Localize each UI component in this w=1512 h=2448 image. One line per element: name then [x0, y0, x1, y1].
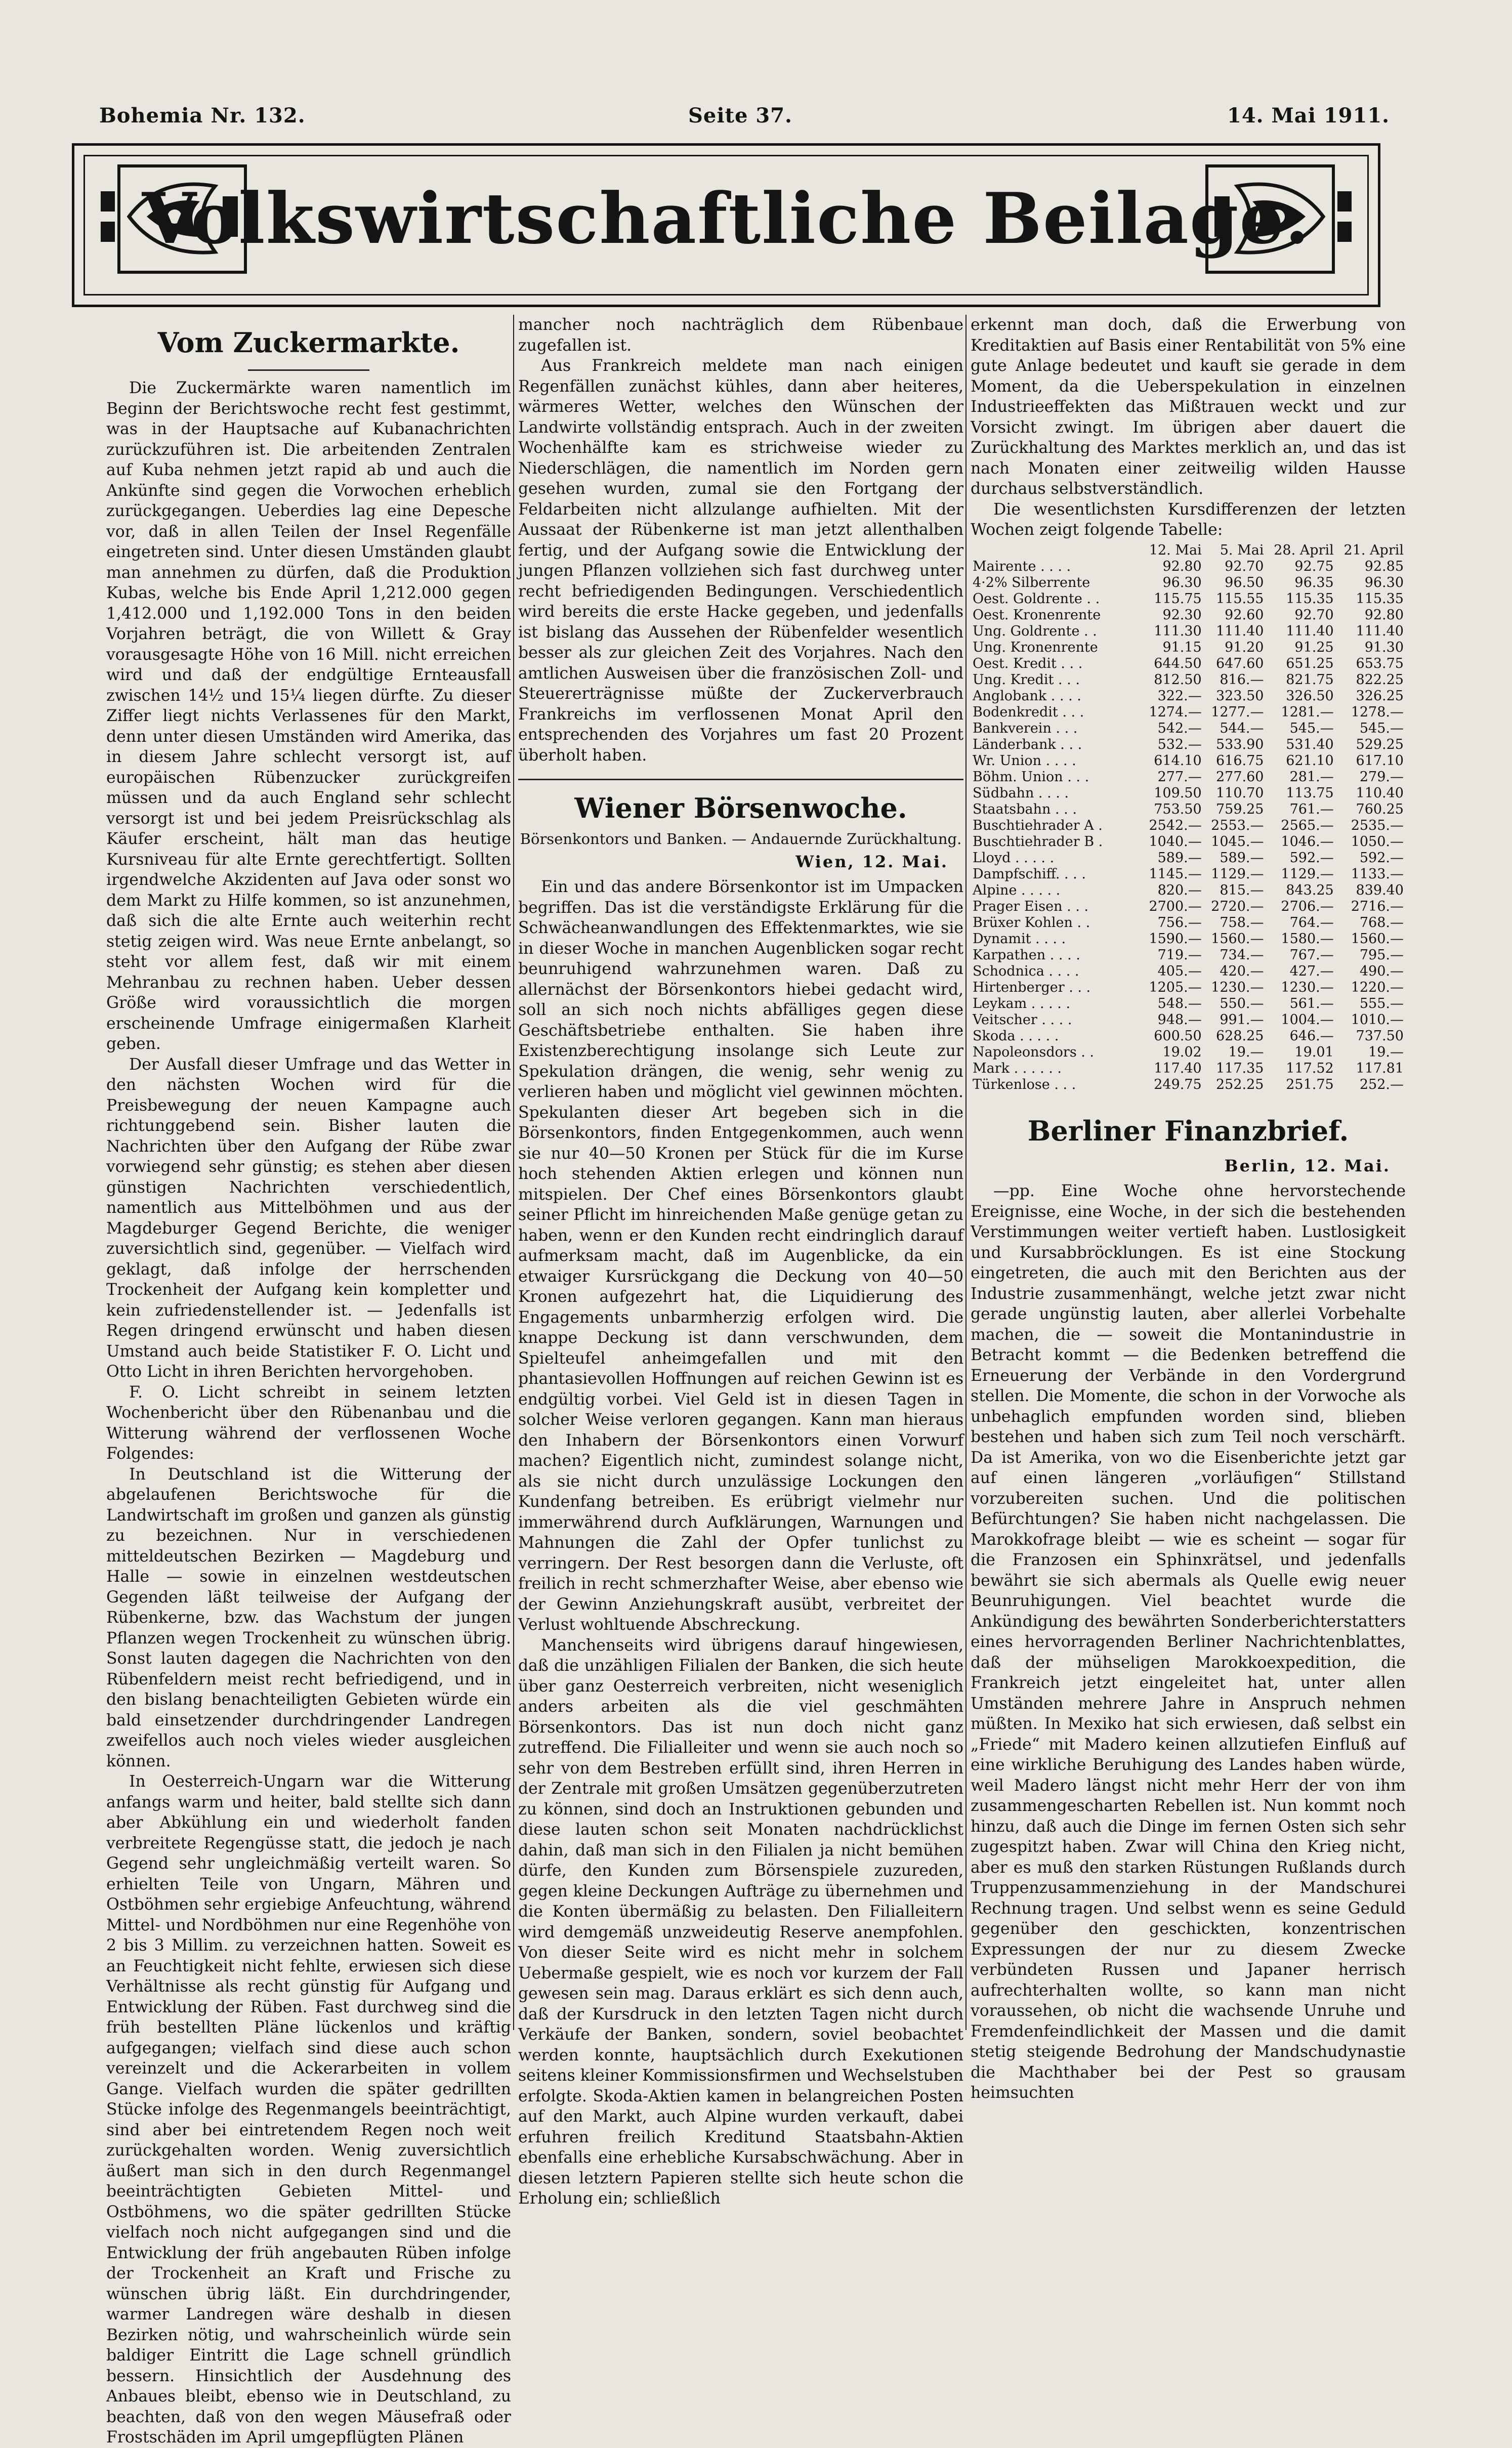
price-cell: 545.—	[1289, 720, 1334, 736]
table-row	[971, 818, 1406, 834]
column-zuckermarkt	[106, 315, 511, 2446]
price-cell: 115.75	[1154, 590, 1202, 607]
price-cell: 1277.—	[1211, 704, 1264, 720]
price-cell: 92.80	[1162, 558, 1202, 574]
price-cell: 616.75	[1215, 752, 1264, 769]
security-name: Leykam . . . . .	[973, 995, 1071, 1011]
security-name: Skoda . . . . .	[973, 1028, 1059, 1044]
price-cell: 1278.—	[1351, 704, 1404, 720]
price-cell: 542.—	[1157, 720, 1202, 736]
security-name: Oest. Kredit . . .	[973, 655, 1083, 671]
table-row	[971, 737, 1406, 753]
price-cell: 96.35	[1294, 574, 1334, 590]
price-cell: 644.50	[1154, 655, 1202, 671]
security-name: Schodnica . . . .	[973, 963, 1079, 979]
security-name: Alpine . . . . .	[973, 882, 1061, 898]
article-title-berliner: Berliner Finanzbrief.	[1027, 1114, 1349, 1147]
price-cell: 322.—	[1157, 688, 1202, 704]
table-row	[971, 850, 1406, 866]
price-cell: 92.85	[1364, 558, 1404, 574]
security-name: Mark . . . . . .	[973, 1060, 1062, 1076]
table-row	[971, 591, 1406, 607]
price-cell: 2565.—	[1281, 817, 1334, 833]
table-row	[971, 980, 1406, 996]
price-cell: 277.—	[1157, 769, 1202, 785]
security-name: Länderbank . . .	[973, 736, 1082, 752]
table-row	[971, 834, 1406, 850]
price-cell: 19.—	[1228, 1044, 1264, 1060]
price-cell: 1230.—	[1211, 979, 1264, 995]
price-cell: 532.—	[1157, 736, 1202, 752]
security-name: Brüxer Kohlen . .	[973, 914, 1090, 931]
article-paragraph: Ein und das andere Börsenkontor ist im Umpacken begriffen. Das ist die verständigste Erklärung für die Schwächeanwandlungen des Effektenmarktes, wie sie in dieser Woche in manchen Augenblicken sogar recht beunruhigend wahrzunehmen waren. Daß zu allernächst der Börsenkontors hiebei gedacht wird, soll an sich noch nichts abfälliges gegen diese Geschäftsbetriebe enthalten. Sie haben ihre Existenzberechtigung insolange sich Leute zur Spekulation drängen, die wenig, sehr wenig zu verlieren haben und möglicht viel gewinnen möchten. Spekulanten dieser Art begeben sich in die Börsenkontors, finden Entgegenkommen, auch wenn sie nur 40—50 Kronen per Stück für die im Kurse hoch stehenden Aktien erlegen und können nun mitspielen. Der Chef eines Börsenkontors glaubt seiner Pflicht im hinreichenden Maße genüge getan zu haben, wenn er den Kunden recht eindringlich darauf aufmerksam macht, daß im Augenblicke, da ein etwaiger Kursrückgang die Deckung von 40—50 Kronen aufgezehrt hat, die Liquidierung des Engagements unbarmherzig erfolgen wird. Die knappe Deckung ist dann verschwunden, dem Spielteufel anheimgefallen und mit den phantasievollen Hoffnungen auf reichen Gewinn ist es endgültig vorbei. Viel Geld ist in diesen Tagen in solcher Weise verloren gegangen. Kann man hieraus den Inhabern der Börsenkontors einen Vorwurf machen? Eigentlich nicht, zumindest solange nicht, als sie nicht durch unzulässige Lockungen den Kundenfang betreiben. Es erübrigt vielmehr nur immerwährend durch Aufklärungen, Warnungen und Mahnungen die Zahl der Opfer tunlichst zu verringern. Der Rest besorgen dann die Verluste, oft freilich in recht schmerzhafter Weise, aber ebenso wie der Gewinn Anziehungskraft ausübt, verbreitet der Verlust wohltuende Abschreckung.	[518, 878, 963, 1634]
security-name: Dynamit . . . .	[973, 931, 1066, 947]
price-cell: 115.55	[1215, 590, 1264, 607]
price-cell: 252.25	[1215, 1076, 1264, 1092]
table-intro: Die wesentlichsten Kursdifferenzen der letzten Wochen zeigt folgende Tabelle:	[971, 500, 1406, 539]
security-name: Oest. Goldrente . .	[973, 590, 1100, 607]
column-rule	[965, 315, 967, 2030]
table-row	[971, 1028, 1406, 1044]
price-cell: 1050.—	[1351, 833, 1404, 850]
price-cell: 2700.—	[1149, 898, 1202, 914]
article-paragraph: Aus Frankreich meldete man nach einigen Regenfällen zunächst kühles, dann aber heiteres, wärmeres Wetter, welches den Wünschen der Landwirte vollständig entsprach. Auch in der zweiten Wochenhälfte kam es strichweise wieder zu Niederschlägen, die namentlich im Norden gern gesehen wurden, zumal sie den Fortgang der Feldarbeiten nicht allzulange aufhielten. Mit der Aussaat der Rübenkerne ist man jetzt allenthalben fertig, und der Aufgang sowie die Entwicklung der jungen Pflanzen vollziehen sich fast durchweg unter recht befriedigenden Bedingungen. Verschiedentlich wird bereits die erste Hacke gegeben, und jedenfalls ist bislang das Aussehen der Rübenfelder wesentlich besser als zur gleichen Zeit des Vorjahres. Nach den amtlichen Ausweisen über die französischen Zoll- und Steuererträgnisse müßte der Zuckerverbrauch Frankreichs im verflossenen Monat April den entsprechenden des Vorjahres um fast 20 Prozent überholt haben.	[518, 357, 963, 765]
price-cell: 1045.—	[1211, 833, 1264, 850]
price-cell: 1281.—	[1281, 704, 1334, 720]
price-cell: 843.25	[1286, 882, 1334, 898]
price-cell: 1560.—	[1351, 931, 1404, 947]
price-cell: 91.30	[1364, 639, 1404, 655]
article-paragraph: Der Ausfall dieser Umfrage und das Wetter in den nächsten Wochen wird für die Preisbewegung der neuen Kampagne auch richtunggebend sein. Bisher lauten die Nachrichten über den Aufgang der Rübe zwar vorwiegend sehr günstig; es stehen aber diesen günstigen Nachrichten verschiedentlich, namentlich aus Mittelböhmen und aus der Magdeburger Gegend Berichte, die weniger zuversichtlich sind, gegenüber. — Vielfach wird geklagt, daß infolge der herrschenden Trockenheit der Aufgang kein kompletter und kein zufriedenstellender ist. — Jedenfalls ist Regen dringend erwünscht und haben diesen Umstand auch beide Statistiker F. O. Licht und Otto Licht in ihren Berichten hervorgehoben.	[106, 1055, 511, 1381]
table-header-row	[971, 542, 1406, 559]
price-cell: 1230.—	[1281, 979, 1334, 995]
price-cell: 761.—	[1289, 801, 1334, 817]
price-cell: 600.50	[1154, 1028, 1202, 1044]
security-name: Staatsbahn . . .	[973, 801, 1077, 817]
price-cell: 405.—	[1157, 963, 1202, 979]
issue-number: Bohemia Nr. 132.	[99, 104, 306, 128]
price-cell: 589.—	[1220, 850, 1264, 866]
security-name: Südbahn . . . .	[973, 785, 1069, 801]
table-row	[971, 801, 1406, 818]
page-number: Seite 37.	[688, 104, 792, 128]
table-row	[971, 915, 1406, 931]
price-cell: 1205.—	[1149, 979, 1202, 995]
table-row	[971, 704, 1406, 721]
price-cell: 117.40	[1154, 1060, 1202, 1076]
price-cell: 111.30	[1154, 623, 1202, 639]
table-row	[971, 623, 1406, 640]
price-cell: 767.—	[1289, 947, 1334, 963]
price-cell: 117.52	[1286, 1060, 1334, 1076]
article-dateline: Wien, 12. Mai.	[795, 852, 948, 871]
column-rule	[513, 315, 514, 2030]
price-cell: 323.50	[1215, 688, 1264, 704]
price-cell: 111.40	[1286, 623, 1334, 639]
table-row	[971, 785, 1406, 801]
article-paragraph: —pp. Eine Woche ohne hervorstechende Ereignisse, eine Woche, in der sich die bestehenden Verstimmungen weiter vertieft haben. Lustlosigkeit und Kursabbröcklungen. Es ist eine Stockung eingetreten, die auch mit den Berichten aus der Industrie zusammenhängt, welche jetzt zwar nicht gerade ungünstig lauten, aber allerlei Vorbehalte machen, die — soweit die Montanindustrie in Betracht kommt — die Bedenken betreffend die Erneuerung der Verbände in den Vordergrund stellen. Die Momente, die schon in der Vorwoche als unbehaglich empfunden worden sind, blieben bestehen und haben sich zum Teil noch verschärft. Da ist Amerika, von wo die Eisenberichte jetzt gar auf einen längeren „vorläufigen“ Stillstand vorzubereiten suchen. Und die politischen Befürchtungen? Sie haben nicht nachgelassen. Die Marokkofrage bleibt — wie es scheint — sogar für die Franzosen ein Sphinxrätsel, und jedenfalls bewährt sie sich abermals als Quelle ewig neuer Beunruhigungen. Viel beachtet wurde die Ankündigung des bewährten Sonderberichterstatters eines hervorragenden Berliner Nachrichtenblattes, daß der mühseligen Marokkoexpedition, die Frankreich jetzt eingeleitet hat, unter allen Umständen mehrere Jahre in Anspruch nehmen müßten. In Mexiko hat sich erwiesen, daß selbst ein „Friede“ mit Madero keinen allzutiefen Einfluß auf eine wirkliche Beruhigung des Landes haben würde, weil Madero längst nicht mehr Herr der von ihm zusammengescharten Rebellen ist. Nun kommt noch hinzu, daß auch die Dinge im fernen Osten sich sehr zugespitzt haben. Zwar will China den Krieg nicht, aber es muß den starken Rüstungen Rußlands durch Truppenzusammenziehung in der Mandschurei Rechnung tragen. Und selbst wenn es seine Geduld gegenüber den geschickten, konzentrischen Expressungen der nur zu diesem Zwecke verbündeten Russen und Japaner herrisch aufrechterhalten wollte, so kann man nicht voraussehen, ob nicht die wachsende Unruhe und Fremdenfeindlichkeit der Massen und die damit stetig steigende Bedrohung der Mandschudynastie die Machthaber bei der Pest so grausam heimsuchten	[971, 1182, 1406, 2102]
table-header-cell: 21. April	[1343, 542, 1404, 558]
table-row	[971, 882, 1406, 899]
price-cell: 614.10	[1154, 752, 1202, 769]
price-cell: 948.—	[1157, 1011, 1202, 1028]
price-cell: 1560.—	[1211, 931, 1264, 947]
security-name: Wr. Union . . . .	[973, 752, 1076, 769]
price-cell: 764.—	[1289, 914, 1334, 931]
table-row	[971, 672, 1406, 688]
price-cell: 647.60	[1215, 655, 1264, 671]
section-title: Volkswirtschaftliche Beilage.	[142, 177, 1311, 260]
security-name: Lloyd . . . . .	[973, 850, 1055, 866]
table-header-cell: 5. Mai	[1220, 542, 1264, 558]
price-cell: 1010.—	[1351, 1011, 1404, 1028]
price-cell: 753.50	[1154, 801, 1202, 817]
table-row	[971, 656, 1406, 672]
price-cell: 589.—	[1157, 850, 1202, 866]
kurs-table	[971, 542, 1406, 1093]
price-cell: 1133.—	[1351, 866, 1404, 882]
article-paragraph: F. O. Licht schreibt in seinem letzten Wochenbericht über den Rübenanbau und die Witterung während der verflossenen Woche Folgendes:	[106, 1383, 511, 1463]
table-row	[971, 607, 1406, 623]
security-name: Buschtiehrader A .	[973, 817, 1103, 833]
price-cell: 249.75	[1154, 1076, 1202, 1092]
article-paragraph: Die Zuckermärkte waren namentlich im Beginn der Berichtswoche recht fest gestimmt, was in der Hauptsache auf Kubanachrichten zurückzuführen ist. Die arbeitenden Zentralen auf Kuba nehmen jetzt rapid ab und auch die Ankünfte sind gegen die Vorwochen erheblich zurückgegangen. Ueberdies lag eine Depesche vor, daß in allen Teilen der Insel Regenfälle eingetreten sind. Unter diesen Umständen glaubt man annehmen zu dürfen, daß die Produktion Kubas, welche bis Ende April 1,212.000 gegen 1,412.000 und 1,192.000 Tons in den beiden Vorjahren beträgt, die von Willett & Gray vorausgesagte Höhe von 16 Mill. nicht erreichen wird und daß der endgültige Ernteausfall zwischen 14½ und 15¼ liegen dürfte. Zu dieser Ziffer liegt nichts Verlassenes für den Markt, denn unter diesen Umständen wird Amerika, das in diesem Jahre schlecht versorgt ist, auf europäischen Rübenzucker zurückgreifen müssen und da auch England sehr schlecht versorgt ist und bei jedem Preisrückschlag als Käufer erscheint, hält man das heutige Kursniveau für alte Ernte gerechtfertigt. Sollten irgendwelche Akzidenten auf Java oder sonst wo dem Markt zu Hilfe kommen, so ist anzunehmen, daß sich die alte Ernte auch weiterhin recht stetig zeigen wird. Was neue Ernte anbelangt, so steht vor allem fest, daß wir mit einem Mehranbau zu rechnen haben. Ueber dessen Größe wird voraussichtlich die morgen erscheinende Umfrage einigermaßen Klarheit geben.	[106, 379, 511, 1053]
table-row	[971, 1012, 1406, 1028]
article-title-zuckermarkt: Vom Zuckermarkte.	[157, 326, 460, 359]
price-cell: 821.75	[1286, 671, 1334, 688]
price-cell: 251.75	[1286, 1076, 1334, 1092]
price-cell: 1590.—	[1149, 931, 1202, 947]
price-cell: 628.25	[1215, 1028, 1264, 1044]
security-name: Türkenlose . . .	[973, 1076, 1076, 1092]
price-cell: 592.—	[1359, 850, 1404, 866]
price-cell: 529.25	[1356, 736, 1404, 752]
price-cell: 768.—	[1359, 914, 1404, 931]
table-header-cell: 28. April	[1274, 542, 1334, 558]
price-cell: 2706.—	[1281, 898, 1334, 914]
price-cell: 19.02	[1162, 1044, 1202, 1060]
article-paragraph: Manchenseits wird übrigens darauf hingewiesen, daß die unzähligen Filialen der Banken, die sich heute über ganz Oesterreich verbreiten, nicht weseniglich anders arbeiten als die viel geschmähten Börsenkontors. Das ist nun doch nicht ganz zutreffend. Die Filialleiter und wenn sie auch noch so sehr von dem Bestreben erfüllt sind, ihren Herren in der Zentrale mit großen Umsätzen gegenüberzutreten zu können, sind doch an Instruktionen gebunden und diese lauten schon seit Monaten nachdrücklichst dahin, daß man sich in den Filialen ja nicht bemühen dürfe, den Kunden zum Börsenspiele zuzureden, gegen kleine Deckungen Aufträge zu übernehmen und die Konten übermäßig zu belasten. Den Filialleitern wird demgemäß unzweideutig Reserve anempfohlen. Von dieser Seite wird es nicht mehr in solchem Uebermaße gespielt, wie es noch vor kurzem der Fall gewesen sein mag. Daraus erklärt es sich denn auch, daß der Kursdruck in den letzten Tagen nicht durch Verkäufe der Banken, sondern, soviel beobachtet werden konnte, hauptsächlich durch Exekutionen seitens kleiner Kommissionsfirmen und Wechselstuben erfolgte. Skoda-Aktien kamen in belangreichen Posten auf den Markt, auch Alpine wurden verkauft, dabei erfuhren freilich Kreditund Staatsbahn-Aktien ebenfalls eine erhebliche Kursabschwächung. Aber in diesen letztern Papieren stellte sich heute schon die Erholung ein; schließlich	[518, 1636, 963, 2208]
price-cell: 115.35	[1356, 590, 1404, 607]
price-cell: 758.—	[1220, 914, 1264, 931]
price-cell: 816.—	[1220, 671, 1264, 688]
article-paragraph: erkennt man doch, daß die Erwerbung von Kreditaktien auf Basis einer Rentabilität von 5% eine gute Anlage bedeutet und kauft sie gerade in dem Moment, da die Ueberspekulation in einzelnen Industrieeffekten das Mißtrauen weckt und zur Vorsicht zwingt. Im übrigen aber dauert die Zurückhaltung des Marktes merklich an, und das ist nach Monaten einer zeitweilig wilden Hausse durchaus selbstverständlich.	[971, 316, 1406, 498]
table-row	[971, 899, 1406, 915]
price-cell: 326.50	[1286, 688, 1334, 704]
price-cell: 117.81	[1356, 1060, 1404, 1076]
table-row	[971, 947, 1406, 963]
price-cell: 1580.—	[1281, 931, 1334, 947]
table-row	[971, 640, 1406, 656]
price-cell: 111.40	[1356, 623, 1404, 639]
price-cell: 617.10	[1356, 752, 1404, 769]
article-paragraph: In Deutschland ist die Witterung der abgelaufenen Berichtswoche für die Landwirtschaft im großen und ganzen als günstig zu bezeichnen. Nur in verschiedenen mitteldeutschen Bezirken — Magdeburg und Halle — sowie in einzelnen westdeutschen Gegenden läßt teilweise der Aufgang der Rübenkerne, bzw. das Wachstum der jungen Pflanzen wegen Trockenheit zu wünschen übrig. Sonst lauten dagegen die Nachrichten von den Rübenfeldern meist recht befriedigend, und in den bislang benachteiligten Gebieten würde ein bald einsetzender durchdringender Landregen zweifellos auch noch vieles wieder ausgleichen können.	[106, 1465, 511, 1770]
price-cell: 651.25	[1286, 655, 1334, 671]
price-cell: 19.—	[1368, 1044, 1404, 1060]
price-cell: 115.35	[1286, 590, 1334, 607]
table-row	[971, 1061, 1406, 1077]
price-cell: 812.50	[1154, 671, 1202, 688]
table-row	[971, 721, 1406, 737]
table-row	[971, 753, 1406, 769]
price-cell: 110.40	[1356, 785, 1404, 801]
price-cell: 734.—	[1220, 947, 1264, 963]
security-name: Anglobank . . . .	[973, 688, 1081, 704]
table-row	[971, 931, 1406, 947]
security-name: Bodenkredit . . .	[973, 704, 1084, 720]
table-row	[971, 1044, 1406, 1061]
price-cell: 92.70	[1294, 607, 1334, 623]
security-name: Prager Eisen . . .	[973, 898, 1088, 914]
title-rule	[248, 369, 369, 371]
table-row	[971, 769, 1406, 785]
price-cell: 822.25	[1356, 671, 1404, 688]
price-cell: 991.—	[1220, 1011, 1264, 1028]
security-name: Bankverein . . .	[973, 720, 1078, 736]
price-cell: 815.—	[1220, 882, 1264, 898]
price-cell: 719.—	[1157, 947, 1202, 963]
price-cell: 117.35	[1215, 1060, 1264, 1076]
price-cell: 92.75	[1294, 558, 1334, 574]
price-cell: 533.90	[1215, 736, 1264, 752]
article-paragraph: mancher noch nachträglich dem Rübenbaue zugefallen ist.	[518, 316, 963, 355]
price-cell: 592.—	[1289, 850, 1334, 866]
price-cell: 96.50	[1225, 574, 1264, 590]
price-cell: 2535.—	[1351, 817, 1404, 833]
price-cell: 92.80	[1364, 607, 1404, 623]
price-cell: 490.—	[1359, 963, 1404, 979]
table-row	[971, 559, 1406, 575]
price-cell: 19.01	[1294, 1044, 1334, 1060]
article-separator	[518, 779, 963, 780]
security-name: Mairente . . . .	[973, 558, 1071, 574]
column-kurse-berlin	[971, 315, 1406, 2102]
price-cell: 760.25	[1356, 801, 1404, 817]
price-cell: 91.20	[1225, 639, 1264, 655]
price-cell: 1274.—	[1149, 704, 1202, 720]
security-name: Hirtenberger . . .	[973, 979, 1091, 995]
price-cell: 820.—	[1157, 882, 1202, 898]
security-name: Ung. Kronenrente	[973, 639, 1098, 655]
price-cell: 92.70	[1225, 558, 1264, 574]
price-cell: 252.—	[1359, 1076, 1404, 1092]
kurs-table-body	[971, 559, 1406, 1093]
price-cell: 326.25	[1356, 688, 1404, 704]
price-cell: 646.—	[1289, 1028, 1334, 1044]
price-cell: 1145.—	[1149, 866, 1202, 882]
price-cell: 277.60	[1215, 769, 1264, 785]
price-cell: 839.40	[1356, 882, 1404, 898]
security-name: Dampfschiff. . . .	[973, 866, 1086, 882]
table-row	[971, 996, 1406, 1012]
price-cell: 113.75	[1286, 785, 1334, 801]
price-cell: 281.—	[1289, 769, 1334, 785]
security-name: Oest. Kronenrente	[973, 607, 1101, 623]
masthead	[72, 143, 1380, 307]
price-cell: 1129.—	[1211, 866, 1264, 882]
security-name: Buschtiehrader B .	[973, 833, 1103, 850]
price-cell: 531.40	[1286, 736, 1334, 752]
security-name: Napoleonsdors . .	[973, 1044, 1095, 1060]
price-cell: 756.—	[1157, 914, 1202, 931]
price-cell: 759.25	[1215, 801, 1264, 817]
price-cell: 1040.—	[1149, 833, 1202, 850]
price-cell: 279.—	[1359, 769, 1404, 785]
security-name: Karpathen . . . .	[973, 947, 1080, 963]
price-cell: 91.15	[1162, 639, 1202, 655]
price-cell: 92.30	[1162, 607, 1202, 623]
price-cell: 544.—	[1220, 720, 1264, 736]
price-cell: 737.50	[1356, 1028, 1404, 1044]
price-cell: 548.—	[1157, 995, 1202, 1011]
price-cell: 427.—	[1289, 963, 1334, 979]
price-cell: 550.—	[1220, 995, 1264, 1011]
price-cell: 555.—	[1359, 995, 1404, 1011]
article-title-wiener: Wiener Börsenwoche.	[574, 792, 907, 824]
table-header-cell	[971, 542, 1142, 559]
price-cell: 621.10	[1286, 752, 1334, 769]
table-row	[971, 963, 1406, 980]
article-subhead: Börsenkontors und Banken. — Andauernde Zurückhaltung.	[520, 830, 962, 848]
security-name: Ung. Kredit . . .	[973, 671, 1080, 688]
price-cell: 2716.—	[1351, 898, 1404, 914]
table-row	[971, 866, 1406, 882]
price-cell: 2542.—	[1149, 817, 1202, 833]
price-cell: 96.30	[1162, 574, 1202, 590]
table-row	[971, 688, 1406, 704]
table-row	[971, 1077, 1406, 1093]
article-paragraph: In Oesterreich-Ungarn war die Witterung anfangs warm und heiter, bald stellte sich dann aber Abkühlung ein und wiederholt fanden verbreitete Regengüsse statt, die jedoch je nach Gegend sehr ungleichmäßig verteilt waren. So erhielten Teile von Ungarn, Mähren und Ostböhmen sehr ergiebige Anfeuchtung, während Mittel- und Nordböhmen nur eine Regenhöhe von 2 bis 3 Millim. zu verzeichnen hatten. Soweit es an Feuchtigkeit nicht fehlte, erwiesen sich diese Verhältnisse als recht günstig für Aufgang und Entwicklung der Rüben. Fast durchweg sind die früh bestellten Pläne lückenlos und kräftig aufgegangen; vielfach sind diese auch schon vereinzelt und die Ackerarbeiten in vollem Gange. Vielfach wurden die später gedrillten Stücke infolge des Regenmangels beeinträchtigt, sind aber bei eintretendem Regen noch weit zurückgehalten worden. Wenig zuversichtlich äußert man sich in den durch Regenmangel beeinträchtigten Gebieten Mittel- und Ostböhmens, wo die später gedrillten Stücke vielfach noch nicht aufgegangen sind und die Entwicklung der früh angebauten Rüben infolge der Trockenheit an Kraft und Frische zu wünschen übrig läßt. Ein durchdringender, warmer Landregen wäre deshalb in diesen Bezirken nötig, und wahrscheinlich würde sein baldiger Eintritt die Lage schnell gründlich bessern. Hinsichtlich der Ausdehnung des Anbaues bleibt, ebenso wie in Deutschland, zu beachten, daß von den wegen Mäusefraß oder Frostschäden im April umgepflügten Plänen	[106, 1772, 511, 2446]
security-name: Ung. Goldrente . .	[973, 623, 1097, 639]
price-cell: 111.40	[1215, 623, 1264, 639]
price-cell: 2553.—	[1211, 817, 1264, 833]
column-wiener	[518, 315, 963, 2208]
issue-date: 14. Mai 1911.	[1227, 104, 1390, 128]
price-cell: 91.25	[1294, 639, 1334, 655]
price-cell: 545.—	[1359, 720, 1404, 736]
price-cell: 420.—	[1220, 963, 1264, 979]
security-name: Veitscher . . . .	[973, 1011, 1072, 1028]
table-row	[971, 575, 1406, 591]
price-cell: 96.30	[1364, 574, 1404, 590]
price-cell: 1129.—	[1281, 866, 1334, 882]
price-cell: 109.50	[1154, 785, 1202, 801]
price-cell: 110.70	[1215, 785, 1264, 801]
price-cell: 1004.—	[1281, 1011, 1334, 1028]
price-cell: 92.60	[1225, 607, 1264, 623]
table-header-cell: 12. Mai	[1149, 542, 1202, 558]
price-cell: 1220.—	[1351, 979, 1404, 995]
price-cell: 653.75	[1356, 655, 1404, 671]
security-name: Böhm. Union . . .	[973, 769, 1089, 785]
security-name: 4·2% Silberrente	[973, 574, 1090, 590]
price-cell: 1046.—	[1281, 833, 1334, 850]
article-dateline: Berlin, 12. Mai.	[1224, 1156, 1391, 1175]
price-cell: 795.—	[1359, 947, 1404, 963]
price-cell: 561.—	[1289, 995, 1334, 1011]
price-cell: 2720.—	[1211, 898, 1264, 914]
